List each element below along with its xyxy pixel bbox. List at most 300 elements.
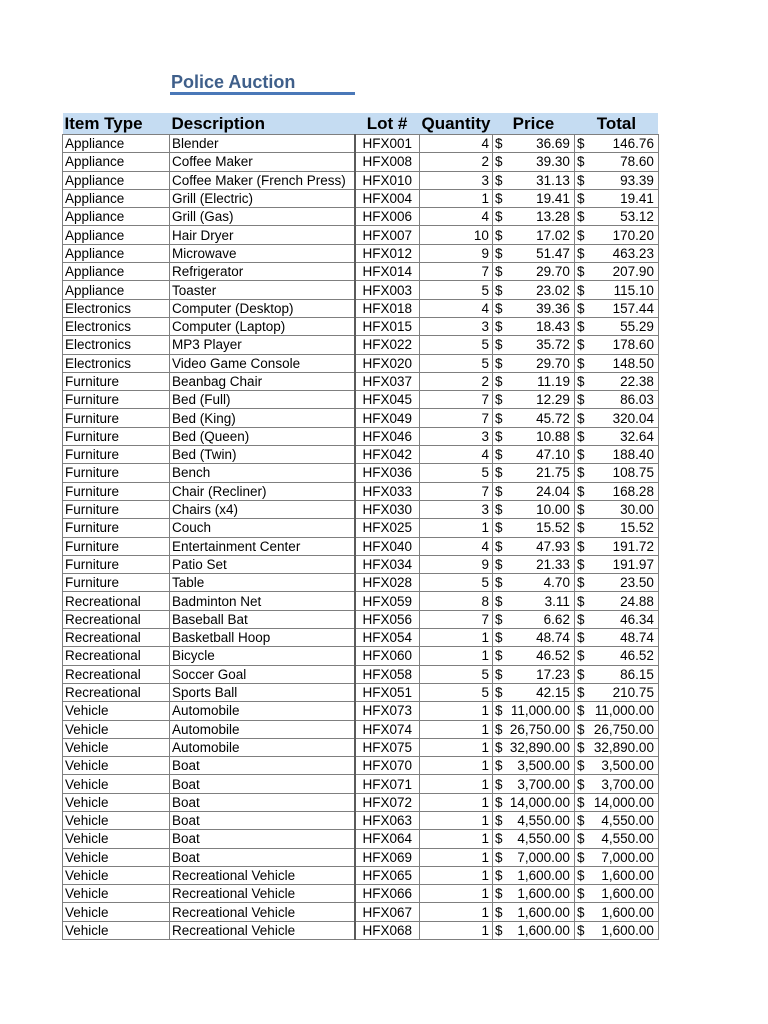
description-cell: Video Game Console	[170, 354, 355, 372]
currency-symbol: $	[576, 392, 585, 408]
description-cell: Bed (King)	[170, 409, 355, 427]
item-type-cell: Appliance	[63, 263, 170, 281]
table-row	[63, 189, 659, 207]
lot-number-cell: HFX020	[355, 354, 420, 372]
price-cell-amount: 29.70	[536, 264, 570, 280]
currency-symbol: $	[576, 447, 585, 463]
quantity-cell: 1	[420, 720, 493, 738]
total-cell-amount: 26,750.00	[593, 721, 654, 737]
description-cell: Automobile	[170, 738, 355, 756]
currency-symbol: $	[576, 483, 585, 499]
total-cell-amount: 1,600.00	[601, 904, 654, 920]
price-cell-amount: 23.02	[536, 282, 570, 298]
currency-symbol: $	[494, 374, 503, 389]
description-cell: Automobile	[170, 720, 355, 738]
currency-symbol: $	[576, 319, 585, 335]
total-cell-amount: 7,000.00	[601, 849, 654, 865]
price-cell	[492, 354, 574, 372]
price-cell	[492, 647, 574, 665]
total-cell	[574, 464, 658, 482]
item-type-cell: Furniture	[63, 537, 170, 555]
lot-number-cell: HFX070	[355, 757, 420, 775]
price-cell	[492, 299, 574, 317]
table-row	[63, 738, 659, 756]
currency-symbol: $	[494, 538, 503, 554]
total-cell-amount: 53.12	[620, 209, 654, 225]
item-type-cell: Electronics	[63, 354, 170, 372]
currency-symbol: $	[576, 685, 585, 701]
currency-symbol: $	[494, 868, 503, 884]
total-cell	[574, 244, 658, 262]
table-row	[63, 793, 659, 811]
description-cell: Sports Ball	[170, 683, 355, 701]
total-cell	[574, 885, 658, 903]
total-cell-amount: 32,890.00	[593, 739, 654, 755]
price-cell	[492, 848, 574, 866]
lot-number-cell: HFX015	[355, 317, 420, 335]
currency-symbol: $	[576, 172, 585, 188]
header-lot: Lot #	[355, 113, 420, 135]
quantity-cell: 1	[420, 903, 493, 921]
table-row	[63, 317, 659, 335]
total-cell	[574, 903, 658, 921]
lot-number-cell: HFX068	[355, 921, 420, 939]
table-row	[63, 574, 659, 592]
price-cell	[492, 427, 574, 445]
total-cell	[574, 574, 658, 592]
total-cell-amount: 15.52	[620, 520, 654, 536]
lot-number-cell: HFX056	[355, 610, 420, 628]
price-cell	[492, 171, 574, 189]
total-cell-amount: 86.03	[620, 392, 654, 408]
table-row	[63, 665, 659, 683]
price-cell-amount: 7,000.00	[517, 849, 570, 865]
price-cell-amount: 18.43	[536, 319, 570, 335]
quantity-cell: 1	[420, 519, 493, 537]
currency-symbol: $	[576, 648, 585, 664]
price-cell	[492, 409, 574, 427]
item-type-cell: Furniture	[63, 464, 170, 482]
item-type-cell: Electronics	[63, 317, 170, 335]
currency-symbol: $	[494, 227, 503, 243]
currency-symbol: $	[494, 904, 503, 920]
lot-number-cell: HFX003	[355, 281, 420, 299]
price-cell-amount: 1,600.00	[517, 904, 570, 920]
table-row	[63, 336, 659, 354]
price-cell-amount: 45.72	[536, 410, 570, 426]
price-cell-amount: 17.23	[536, 666, 570, 682]
lot-number-cell: HFX066	[355, 885, 420, 903]
table-row	[63, 683, 659, 701]
total-cell-amount: 191.72	[612, 538, 654, 554]
price-cell	[492, 336, 574, 354]
total-cell	[574, 811, 658, 829]
quantity-cell: 4	[420, 537, 493, 555]
lot-number-cell: HFX036	[355, 464, 420, 482]
total-cell	[574, 208, 658, 226]
quantity-cell: 1	[420, 738, 493, 756]
price-cell-amount: 12.29	[536, 392, 570, 408]
currency-symbol: $	[576, 666, 585, 682]
lot-number-cell: HFX018	[355, 299, 420, 317]
item-type-cell: Appliance	[63, 153, 170, 171]
price-cell-amount: 11.19	[537, 374, 570, 389]
table-row	[63, 409, 659, 427]
total-cell	[574, 299, 658, 317]
description-cell: MP3 Player	[170, 336, 355, 354]
price-cell-amount: 26,750.00	[509, 721, 570, 737]
item-type-cell: Furniture	[63, 427, 170, 445]
total-cell	[574, 519, 658, 537]
price-cell-amount: 36.69	[536, 136, 570, 152]
price-cell-amount: 42.15	[536, 685, 570, 701]
item-type-cell: Furniture	[63, 574, 170, 592]
auction-table	[62, 113, 659, 940]
lot-number-cell: HFX008	[355, 153, 420, 171]
total-cell	[574, 427, 658, 445]
table-row	[63, 135, 659, 153]
lot-number-cell: HFX069	[355, 848, 420, 866]
currency-symbol: $	[494, 703, 503, 719]
price-cell	[492, 757, 574, 775]
quantity-cell: 1	[420, 866, 493, 884]
quantity-cell: 5	[420, 683, 493, 701]
price-cell-amount: 3,500.00	[517, 758, 570, 774]
table-row	[63, 299, 659, 317]
price-cell-amount: 19.41	[536, 191, 570, 207]
price-cell-amount: 47.10	[536, 447, 570, 463]
currency-symbol: $	[494, 264, 503, 280]
price-cell	[492, 885, 574, 903]
price-cell	[492, 500, 574, 518]
item-type-cell: Vehicle	[63, 921, 170, 939]
price-cell	[492, 135, 574, 153]
total-cell	[574, 281, 658, 299]
price-cell-amount: 21.33	[536, 556, 570, 572]
lot-number-cell: HFX060	[355, 647, 420, 665]
table-row	[63, 848, 659, 866]
total-cell-amount: 32.64	[620, 428, 654, 444]
lot-number-cell: HFX030	[355, 500, 420, 518]
table-row	[63, 647, 659, 665]
total-cell-amount: 4,550.00	[601, 813, 654, 829]
header-row	[63, 113, 659, 135]
item-type-cell: Furniture	[63, 446, 170, 464]
description-cell: Basketball Hoop	[170, 629, 355, 647]
total-cell	[574, 500, 658, 518]
currency-symbol: $	[494, 447, 503, 463]
table-row	[63, 610, 659, 628]
currency-symbol: $	[576, 465, 585, 481]
description-cell: Toaster	[170, 281, 355, 299]
currency-symbol: $	[494, 575, 503, 591]
price-cell-amount: 4,550.00	[517, 831, 570, 847]
currency-symbol: $	[494, 794, 503, 810]
currency-symbol: $	[576, 721, 585, 737]
description-cell: Bicycle	[170, 647, 355, 665]
description-cell: Table	[170, 574, 355, 592]
item-type-cell: Appliance	[63, 281, 170, 299]
table-row	[63, 629, 659, 647]
table-row	[63, 208, 659, 226]
currency-symbol: $	[494, 739, 503, 755]
item-type-cell: Furniture	[63, 500, 170, 518]
total-cell	[574, 702, 658, 720]
total-cell	[574, 647, 658, 665]
item-type-cell: Appliance	[63, 171, 170, 189]
total-cell-amount: 14,000.00	[593, 794, 654, 810]
item-type-cell: Electronics	[63, 336, 170, 354]
currency-symbol: $	[494, 849, 503, 865]
quantity-cell: 5	[420, 574, 493, 592]
total-cell	[574, 135, 658, 153]
lot-number-cell: HFX049	[355, 409, 420, 427]
total-cell	[574, 757, 658, 775]
lot-number-cell: HFX067	[355, 903, 420, 921]
total-cell-amount: 48.74	[620, 630, 654, 646]
table-row	[63, 391, 659, 409]
item-type-cell: Appliance	[63, 226, 170, 244]
currency-symbol: $	[576, 227, 585, 243]
total-cell-amount: 320.04	[612, 410, 654, 426]
currency-symbol: $	[494, 465, 503, 481]
price-cell-amount: 10.00	[536, 502, 570, 518]
table-row	[63, 427, 659, 445]
price-cell-amount: 4.70	[543, 575, 570, 591]
item-type-cell: Vehicle	[63, 757, 170, 775]
lot-number-cell: HFX007	[355, 226, 420, 244]
quantity-cell: 4	[420, 446, 493, 464]
price-cell	[492, 793, 574, 811]
quantity-cell: 1	[420, 885, 493, 903]
lot-number-cell: HFX065	[355, 866, 420, 884]
price-cell	[492, 482, 574, 500]
lot-number-cell: HFX040	[355, 537, 420, 555]
quantity-cell: 8	[420, 592, 493, 610]
currency-symbol: $	[576, 758, 585, 774]
currency-symbol: $	[494, 593, 503, 609]
item-type-cell: Vehicle	[63, 885, 170, 903]
quantity-cell: 5	[420, 281, 493, 299]
currency-symbol: $	[494, 648, 503, 664]
item-type-cell: Electronics	[63, 299, 170, 317]
currency-symbol: $	[576, 191, 585, 207]
total-cell-amount: 22.38	[620, 374, 654, 389]
description-cell: Bench	[170, 464, 355, 482]
table-row	[63, 226, 659, 244]
total-cell-amount: 46.52	[620, 648, 654, 664]
item-type-cell: Furniture	[63, 482, 170, 500]
table-row	[63, 866, 659, 884]
currency-symbol: $	[576, 593, 585, 609]
currency-symbol: $	[576, 886, 585, 902]
lot-number-cell: HFX028	[355, 574, 420, 592]
currency-symbol: $	[494, 556, 503, 572]
lot-number-cell: HFX022	[355, 336, 420, 354]
table-row	[63, 811, 659, 829]
currency-symbol: $	[576, 502, 585, 518]
total-cell-amount: 23.50	[620, 575, 654, 591]
description-cell: Bed (Twin)	[170, 446, 355, 464]
quantity-cell: 7	[420, 482, 493, 500]
quantity-cell: 1	[420, 647, 493, 665]
quantity-cell: 1	[420, 921, 493, 939]
total-cell-amount: 108.75	[612, 465, 654, 481]
total-cell-amount: 148.50	[612, 355, 654, 371]
item-type-cell: Furniture	[63, 409, 170, 427]
price-cell	[492, 263, 574, 281]
quantity-cell: 3	[420, 500, 493, 518]
total-cell	[574, 738, 658, 756]
currency-symbol: $	[576, 776, 585, 792]
currency-symbol: $	[494, 685, 503, 701]
price-cell	[492, 464, 574, 482]
description-cell: Chair (Recliner)	[170, 482, 355, 500]
lot-number-cell: HFX072	[355, 793, 420, 811]
currency-symbol: $	[494, 136, 503, 152]
item-type-cell: Vehicle	[63, 811, 170, 829]
total-cell-amount: 3,500.00	[601, 758, 654, 774]
currency-symbol: $	[576, 374, 585, 389]
table-row	[63, 537, 659, 555]
total-cell	[574, 683, 658, 701]
item-type-cell: Furniture	[63, 372, 170, 390]
total-cell	[574, 336, 658, 354]
quantity-cell: 7	[420, 409, 493, 427]
lot-number-cell: HFX046	[355, 427, 420, 445]
price-cell	[492, 592, 574, 610]
lot-number-cell: HFX051	[355, 683, 420, 701]
table-row	[63, 757, 659, 775]
total-cell-amount: 1,600.00	[601, 886, 654, 902]
currency-symbol: $	[576, 831, 585, 847]
price-cell	[492, 629, 574, 647]
price-cell	[492, 702, 574, 720]
price-cell-amount: 31.13	[536, 172, 570, 188]
total-cell-amount: 157.44	[612, 300, 654, 316]
description-cell: Bed (Queen)	[170, 427, 355, 445]
total-cell	[574, 720, 658, 738]
currency-symbol: $	[576, 282, 585, 298]
table-row	[63, 372, 659, 390]
item-type-cell: Vehicle	[63, 702, 170, 720]
description-cell: Recreational Vehicle	[170, 903, 355, 921]
description-cell: Computer (Desktop)	[170, 299, 355, 317]
description-cell: Hair Dryer	[170, 226, 355, 244]
item-type-cell: Furniture	[63, 519, 170, 537]
price-cell	[492, 720, 574, 738]
currency-symbol: $	[576, 428, 585, 444]
lot-number-cell: HFX058	[355, 665, 420, 683]
item-type-cell: Recreational	[63, 683, 170, 701]
currency-symbol: $	[494, 776, 503, 792]
currency-symbol: $	[576, 813, 585, 829]
description-cell: Boat	[170, 811, 355, 829]
item-type-cell: Vehicle	[63, 775, 170, 793]
price-cell-amount: 29.70	[536, 355, 570, 371]
description-cell: Recreational Vehicle	[170, 921, 355, 939]
table-row	[63, 153, 659, 171]
quantity-cell: 4	[420, 208, 493, 226]
quantity-cell: 3	[420, 427, 493, 445]
lot-number-cell: HFX012	[355, 244, 420, 262]
item-type-cell: Appliance	[63, 135, 170, 153]
price-cell	[492, 317, 574, 335]
currency-symbol: $	[576, 355, 585, 371]
quantity-cell: 10	[420, 226, 493, 244]
price-cell	[492, 738, 574, 756]
price-cell-amount: 21.75	[536, 465, 570, 481]
total-cell	[574, 409, 658, 427]
price-cell	[492, 226, 574, 244]
table-row	[63, 482, 659, 500]
total-cell	[574, 592, 658, 610]
header-price: Price	[492, 113, 574, 135]
item-type-cell: Appliance	[63, 208, 170, 226]
description-cell: Baseball Bat	[170, 610, 355, 628]
total-cell-amount: 3,700.00	[601, 776, 654, 792]
quantity-cell: 1	[420, 811, 493, 829]
description-cell: Boat	[170, 848, 355, 866]
table-row	[63, 446, 659, 464]
total-cell	[574, 665, 658, 683]
total-cell	[574, 317, 658, 335]
item-type-cell: Vehicle	[63, 720, 170, 738]
quantity-cell: 5	[420, 336, 493, 354]
price-cell-amount: 51.47	[536, 245, 570, 261]
item-type-cell: Recreational	[63, 592, 170, 610]
header-description: Description	[170, 113, 355, 135]
description-cell: Boat	[170, 793, 355, 811]
lot-number-cell: HFX071	[355, 775, 420, 793]
total-cell-amount: 86.15	[620, 666, 654, 682]
price-cell	[492, 153, 574, 171]
total-cell	[574, 921, 658, 939]
currency-symbol: $	[576, 136, 585, 152]
price-cell-amount: 1,600.00	[517, 868, 570, 884]
total-cell-amount: 178.60	[612, 337, 654, 353]
currency-symbol: $	[576, 410, 585, 426]
price-cell-amount: 1,600.00	[517, 886, 570, 902]
total-cell-amount: 1,600.00	[601, 868, 654, 884]
price-cell	[492, 372, 574, 390]
total-cell	[574, 555, 658, 573]
currency-symbol: $	[494, 886, 503, 902]
price-cell-amount: 10.88	[536, 428, 570, 444]
price-cell-amount: 35.72	[536, 337, 570, 353]
price-cell	[492, 775, 574, 793]
price-cell	[492, 391, 574, 409]
description-cell: Recreational Vehicle	[170, 866, 355, 884]
item-type-cell: Recreational	[63, 665, 170, 683]
price-cell-amount: 1,600.00	[517, 922, 570, 938]
item-type-cell: Recreational	[63, 647, 170, 665]
price-cell-amount: 47.93	[536, 538, 570, 554]
item-type-cell: Recreational	[63, 629, 170, 647]
price-cell	[492, 281, 574, 299]
price-cell-amount: 3.11	[544, 593, 570, 609]
header-item-type: Item Type	[63, 113, 170, 135]
description-cell: Badminton Net	[170, 592, 355, 610]
total-cell	[574, 830, 658, 848]
quantity-cell: 1	[420, 702, 493, 720]
currency-symbol: $	[494, 428, 503, 444]
description-cell: Chairs (x4)	[170, 500, 355, 518]
currency-symbol: $	[494, 355, 503, 371]
lot-number-cell: HFX037	[355, 372, 420, 390]
description-cell: Microwave	[170, 244, 355, 262]
table-row	[63, 171, 659, 189]
